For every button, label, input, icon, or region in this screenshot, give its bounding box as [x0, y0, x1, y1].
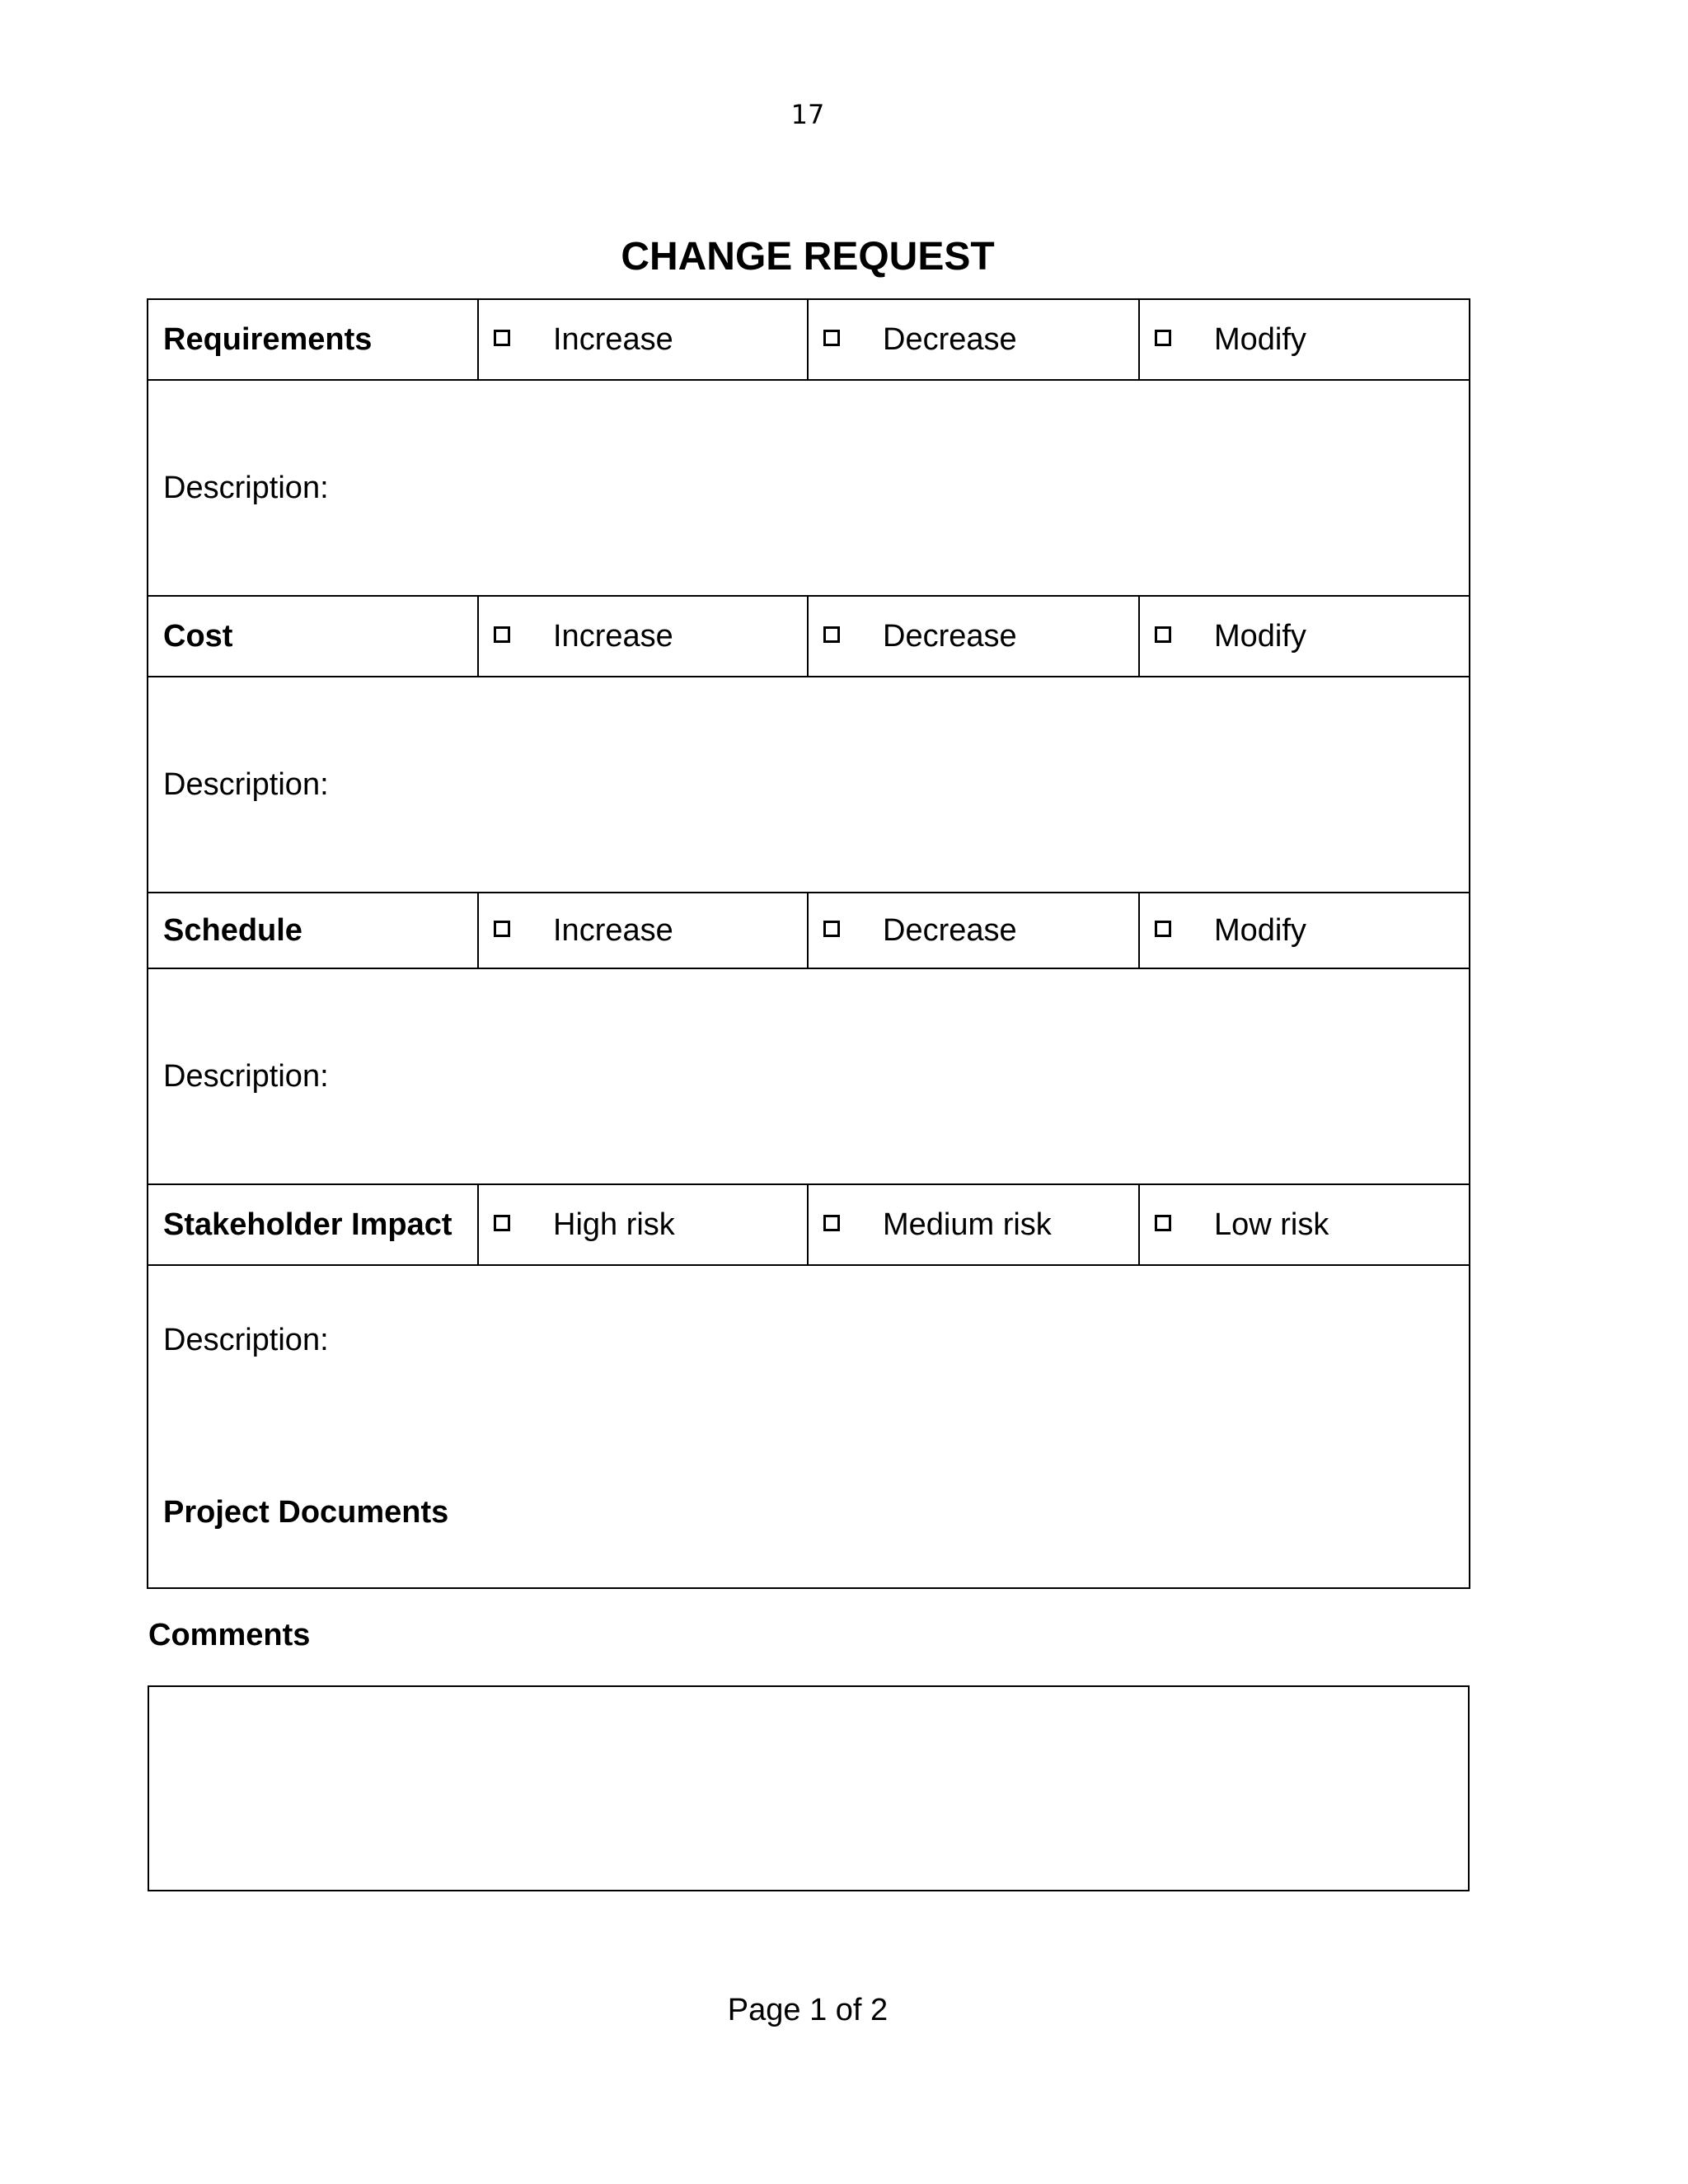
checkbox-icon[interactable]	[1155, 1215, 1171, 1231]
schedule-option-decrease[interactable]	[808, 893, 1139, 968]
option-label: Medium risk	[883, 1207, 1052, 1242]
cost-option-decrease[interactable]	[808, 596, 1139, 677]
checkbox-icon[interactable]	[494, 626, 510, 643]
option-label: Decrease	[883, 912, 1017, 948]
requirements-option-decrease[interactable]	[808, 299, 1139, 380]
stakeholder-impact-row	[148, 1184, 1470, 1265]
option-label: Increase	[553, 912, 673, 948]
description-label: Description:	[163, 470, 329, 505]
schedule-row	[148, 893, 1470, 968]
stakeholder-description-field[interactable]	[148, 1265, 1470, 1588]
stakeholder-option-medium-risk[interactable]	[808, 1184, 1139, 1265]
comments-field[interactable]	[148, 1685, 1470, 1891]
stakeholder-description-row	[148, 1265, 1470, 1588]
schedule-description-field[interactable]	[148, 968, 1470, 1184]
cost-description-row	[148, 677, 1470, 893]
requirements-description-field[interactable]	[148, 380, 1470, 596]
stakeholder-option-low-risk[interactable]	[1139, 1184, 1470, 1265]
schedule-label: Schedule	[148, 893, 478, 968]
checkbox-icon[interactable]	[1155, 626, 1171, 643]
page-number: 17	[790, 99, 825, 130]
requirements-row	[148, 299, 1470, 380]
requirements-description-row	[148, 380, 1470, 596]
schedule-option-modify[interactable]	[1139, 893, 1470, 968]
option-label: Increase	[553, 321, 673, 357]
option-label: Decrease	[883, 321, 1017, 357]
checkbox-icon[interactable]	[823, 330, 840, 346]
checkbox-icon[interactable]	[494, 1215, 510, 1231]
description-label: Description:	[163, 1058, 329, 1094]
stakeholder-impact-label: Stakeholder Impact	[148, 1184, 478, 1265]
option-label: Modify	[1214, 912, 1306, 948]
requirements-option-modify[interactable]	[1139, 299, 1470, 380]
checkbox-icon[interactable]	[1155, 921, 1171, 937]
checkbox-icon[interactable]	[494, 330, 510, 346]
description-label: Description:	[163, 1323, 329, 1357]
change-request-table	[147, 298, 1470, 1589]
cost-row	[148, 596, 1470, 677]
schedule-description-row	[148, 968, 1470, 1184]
page-footer: Page 1 of 2	[727, 1993, 889, 2027]
option-label: Increase	[553, 618, 673, 654]
cost-description-field[interactable]	[148, 677, 1470, 893]
cost-label: Cost	[148, 596, 478, 677]
page-title: CHANGE REQUEST	[621, 235, 995, 279]
requirements-option-increase[interactable]	[478, 299, 808, 380]
description-label: Description:	[163, 766, 329, 802]
cost-option-modify[interactable]	[1139, 596, 1470, 677]
option-label: Modify	[1214, 618, 1306, 654]
checkbox-icon[interactable]	[494, 921, 510, 937]
checkbox-icon[interactable]	[823, 1215, 840, 1231]
project-documents-label: Project Documents	[163, 1495, 449, 1530]
cost-option-increase[interactable]	[478, 596, 808, 677]
stakeholder-option-high-risk[interactable]	[478, 1184, 808, 1265]
option-label: Low risk	[1214, 1207, 1329, 1242]
option-label: Decrease	[883, 618, 1017, 654]
comments-label: Comments	[148, 1618, 311, 1652]
checkbox-icon[interactable]	[823, 921, 840, 937]
requirements-label: Requirements	[148, 299, 478, 380]
checkbox-icon[interactable]	[1155, 330, 1171, 346]
option-label: Modify	[1214, 321, 1306, 357]
schedule-option-increase[interactable]	[478, 893, 808, 968]
option-label: High risk	[553, 1207, 675, 1242]
checkbox-icon[interactable]	[823, 626, 840, 643]
